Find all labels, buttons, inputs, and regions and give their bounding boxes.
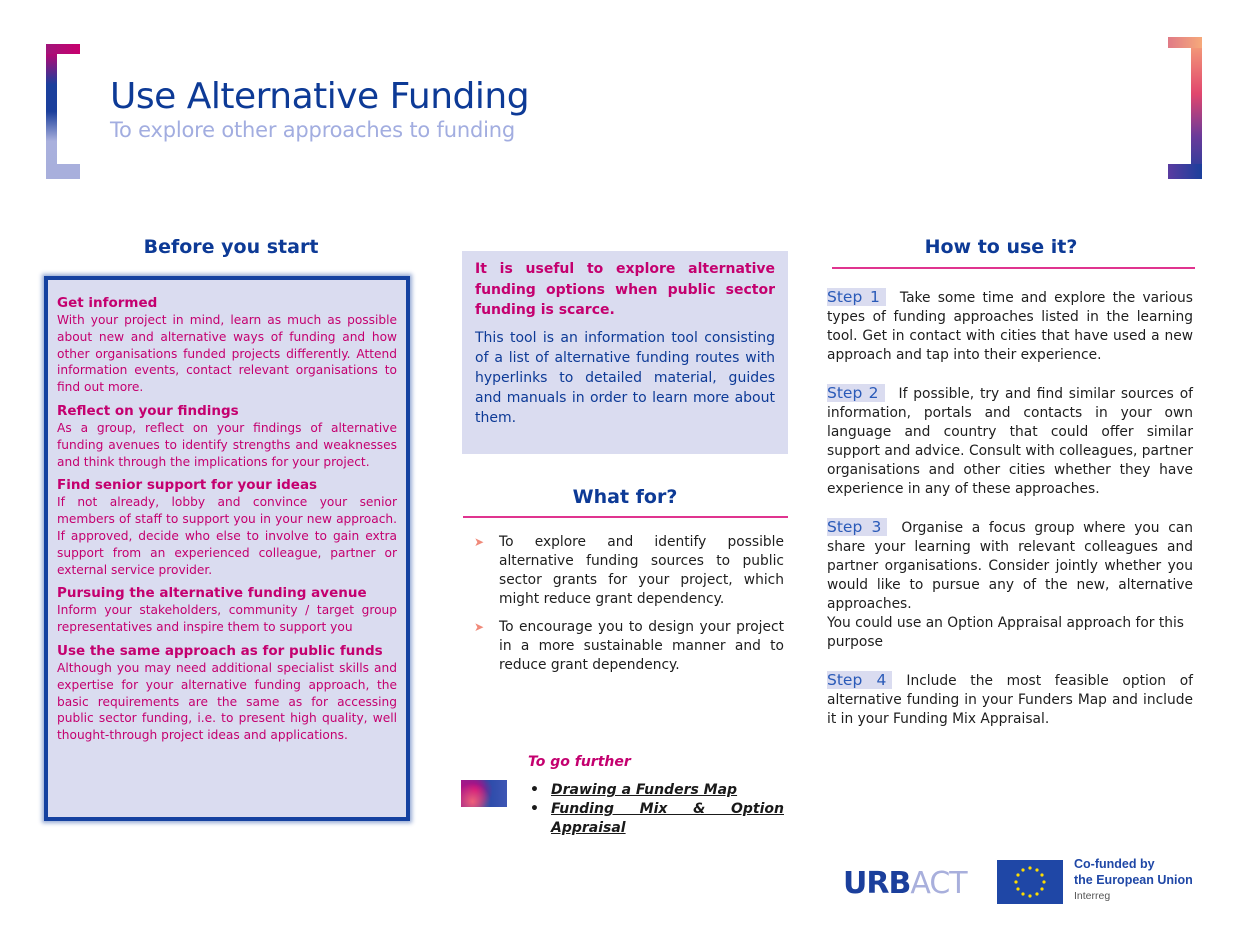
funding-mix-option-appraisal-link[interactable]: Funding Mix & Option Appraisal — [551, 801, 784, 836]
how-to-use-divider — [832, 267, 1195, 269]
eu-line-2: the European Union — [1074, 873, 1193, 887]
eu-cofunding-text — [1074, 856, 1193, 904]
list-item — [474, 533, 784, 609]
info-lead: It is useful to explore alternative funding options when public sector funding is scarce. — [475, 261, 775, 318]
tip-title: Use the same approach as for public funds — [57, 642, 383, 659]
tip-title: Reflect on your findings — [57, 402, 239, 419]
info-text: This tool is an information tool consisting of a list of alternative funding routes with hyperlinks to detailed material, guides and manuals in order to learn more about them. — [475, 329, 775, 426]
step-text: If possible, try and find similar sources of information, portals and contacts in your own language and country that could offer similar support and advice. Consult with colleagues, partner organisations and other cities whether they have experience in any of these approaches. — [827, 386, 1193, 497]
eu-line-1: Co-funded by — [1074, 857, 1155, 871]
list-item-text: To explore and identify possible alternative funding sources to public sector grants for your project, which might reduce grant dependency. — [499, 534, 784, 607]
step-item — [827, 384, 1193, 499]
tip-item — [57, 476, 397, 578]
step-item — [827, 518, 1193, 652]
step-item — [827, 288, 1193, 365]
what-for-heading: What for? — [572, 486, 678, 508]
tip-item — [57, 402, 397, 470]
link-item — [528, 781, 784, 800]
eu-flag-icon — [997, 860, 1063, 904]
bullet-icon: • — [530, 782, 539, 798]
left-bracket-decoration — [46, 44, 80, 179]
arrow-bullet-icon: ➤ — [474, 535, 485, 549]
tip-text: With your project in mind, learn as much as possible about new and alternative ways of funding and how other organisations funded projects differently. Attend information events, contact relevant organisations to find out more. — [57, 313, 397, 395]
step-extra-text: You could use an Option Appraisal approach for this purpose — [827, 615, 1184, 650]
before-you-start-heading: Before you start — [143, 236, 319, 258]
tip-text: Although you may need additional specialist skills and expertise for your alternative funding approach, the basic requirements are the same as for accessing public sector funding, i.e. to present high quality, well thought-through project ideas and applications. — [57, 660, 397, 743]
how-to-use-heading: How to use it? — [924, 236, 1078, 258]
urbact-logo-part1: URB — [843, 866, 911, 901]
step-text: Take some time and explore the various types of funding approaches listed in the learning tool. Get in contact with cities that have used a new approach and tap into their experience. — [827, 290, 1193, 363]
interreg-label: Interreg — [1074, 890, 1111, 902]
before-you-start-box — [44, 276, 410, 821]
tip-title: Get informed — [57, 295, 158, 311]
link-item — [528, 800, 784, 838]
page-subtitle: To explore other approaches to funding — [110, 118, 515, 142]
step-text: Organise a focus group where you can share your learning with relevant colleagues and partner organisations. Consider jointly whether you would like to pursue any of the new, alternative approaches. — [827, 520, 1193, 612]
urbact-logo — [843, 866, 967, 901]
tip-text: If not already, lobby and convince your senior members of staff to support you in your new approach. If approved, decide who else to involve to gain extra support from an experienced colleague, partner or external service provider. — [57, 495, 397, 577]
tip-item — [57, 642, 397, 744]
step-item — [827, 671, 1193, 729]
tip-title: Find senior support for your ideas — [57, 477, 318, 494]
step-label: Step 3 — [827, 518, 887, 536]
info-box — [462, 251, 788, 454]
tip-text: As a group, reflect on your findings of alternative funding avenues to identify strengths and weaknesses and think through the implications for your project. — [57, 420, 397, 469]
step-label: Step 1 — [827, 288, 886, 306]
step-label: Step 4 — [827, 671, 892, 689]
bullet-icon: • — [530, 801, 539, 817]
right-bracket-decoration — [1168, 37, 1202, 179]
eu-stars-icon — [997, 860, 1063, 904]
tip-item — [57, 584, 397, 636]
list-item — [474, 618, 784, 675]
step-label: Step 2 — [827, 384, 885, 402]
urbact-logo-part2: ACT — [910, 866, 967, 901]
to-go-further-title: To go further — [528, 754, 631, 770]
page-title: Use Alternative Funding — [110, 76, 530, 117]
what-for-divider — [463, 516, 788, 518]
what-for-list — [474, 533, 784, 684]
gradient-thumbnail-image — [461, 780, 507, 807]
tip-item — [57, 294, 397, 396]
steps-list — [827, 288, 1193, 748]
tip-title: Pursuing the alternative funding avenue — [57, 585, 367, 602]
arrow-bullet-icon: ➤ — [474, 620, 485, 634]
drawing-funders-map-link[interactable]: Drawing a Funders Map — [551, 782, 738, 798]
list-item-text: To encourage you to design your project in a more sustainable manner and to reduce grant dependency. — [499, 619, 784, 673]
to-go-further-links — [528, 781, 784, 838]
tip-text: Inform your stakeholders, community / target group representatives and inspire them to support you — [57, 603, 397, 635]
step-text: Include the most feasible option of alternative funding in your Funders Map and include it in your Funding Mix Appraisal. — [827, 673, 1193, 727]
